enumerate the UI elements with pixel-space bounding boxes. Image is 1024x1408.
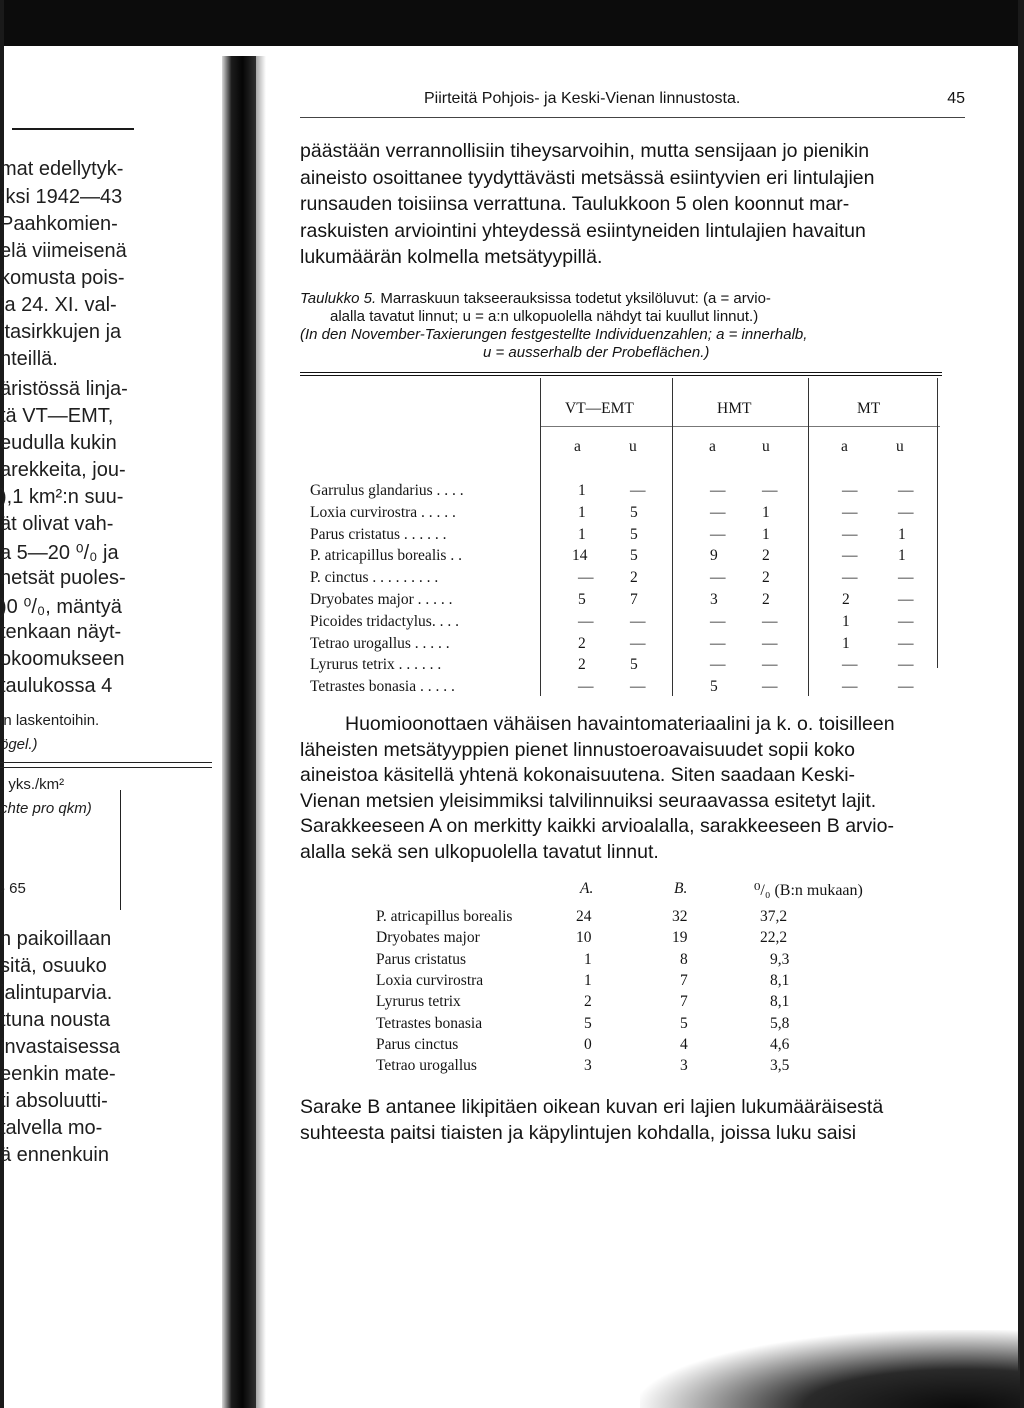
species-name: Garrulus glandarius . . . . [310,482,464,499]
left-page-line: elä viimeisenä [0,240,127,262]
spine-fringe [256,56,266,1408]
count-cell: — [842,547,858,565]
count-cell: — [898,612,914,630]
count-cell: — [762,656,778,674]
count-cell: — [842,525,858,543]
count-cell: — [630,634,646,652]
count-cell: 2 [842,591,850,608]
text-line: raskuisten arviointini yhteydessä esiintyneiden lintulajien havaitun [300,219,866,242]
text-line: lukumäärän kolmella metsätyypillä. [300,246,603,268]
subheader-a: a [709,438,716,455]
count-cell: 1 [842,612,850,630]
species-name: P. cinctus . . . . . . . . . [310,569,439,587]
left-page-line: ttuna nousta [0,1009,111,1031]
count-cell: 1 [762,503,770,521]
count-cell: 1 [898,547,906,565]
subheader-u: u [762,438,770,455]
summary-percent: 22,2 [760,929,788,947]
table-header-divider [540,426,940,427]
count-cell: 2 [762,547,770,565]
summary-percent: 3,5 [770,1057,790,1075]
count-cell: — [630,482,646,499]
count-cell: — [842,503,858,521]
left-page-line: okoomukseen [0,648,125,670]
caption-line-4: u = ausserhalb der Probeflächen.) [483,344,710,361]
summary-value-a: 1 [584,971,592,989]
left-page-line: netsät puoles- [0,567,126,589]
summary-value-a: 5 [584,1014,592,1032]
count-cell: — [630,678,646,696]
summary-value-b: 8 [680,950,688,968]
subheader-a: a [574,438,581,455]
species-name: Picoides tridactylus. . . . [310,612,459,630]
left-page-line: tä VT—EMT, [0,405,114,427]
count-cell: — [762,678,778,696]
left-page-line: mat edellytyk- [0,158,124,180]
table-vline-3 [808,378,809,696]
paragraph-1 [300,138,948,271]
count-cell: 2 [762,591,770,608]
species-name: Tetrao urogallus . . . . . [310,634,450,652]
summary-value-b: 5 [680,1014,688,1032]
left-page-line: tenkaan näyt- [0,621,122,643]
scan-top-border [0,0,1024,46]
left-page-line: ti absoluutti- [0,1090,108,1112]
left-page-line: chte pro qkm) [0,800,92,817]
summary-value-b: 19 [672,929,688,947]
group-header-mt: MT [857,400,881,417]
summary-species: Loxia curvirostra [376,971,484,989]
count-cell: — [630,612,646,630]
caption-line-3: (In den November-Taxierungen festgestellte Individuenzahlen; a = innerhalb, [300,326,808,343]
count-cell: — [710,656,726,674]
left-page-line: ),1 km²:n suu- [0,486,124,508]
count-cell: 1 [578,482,586,499]
left-table-rule-top [0,762,212,763]
count-cell: — [578,569,594,587]
text-line: Sarakkeeseen A on merkitty kaikki arvioalalla, sarakkeeseen B arvio- [300,815,894,837]
summary-value-b: 7 [680,993,688,1011]
subheader-u: u [629,438,637,455]
text-line: aineistoa käsitellä yhtenä kokonaisuutena. Siten saadaan Keski- [300,764,856,786]
left-page-line: :ksi 1942—43 [0,186,123,208]
summary-species: Dryobates major [376,929,480,947]
left-page-line: › 65 [0,880,26,897]
table-vline-2 [672,378,673,696]
summary-col-percent: ⁰/₀ (B:n mukaan) [754,882,863,899]
text-line: läheisten metsätyyppien pienet linnustoeroavaisuudet sopii koko [300,738,856,761]
scan-right-border [1018,0,1024,1408]
table-top-rule-2 [300,375,942,376]
caption-label: Taulukko 5. [300,290,377,307]
count-cell: — [898,634,914,652]
count-cell: 5 [630,525,638,543]
caption-text-1: Marraskuun takseerauksissa todetut yksilöluvut: (a = arvio- [380,290,771,307]
count-cell: — [842,678,858,696]
count-cell: 14 [572,547,588,565]
left-page-line: eenkin mate- [0,1063,116,1085]
summary-value-a: 24 [576,908,592,925]
count-cell: — [578,612,594,630]
count-cell: 1 [898,525,906,543]
page-number: 45 [947,90,965,107]
left-page-line: nteillä. [0,348,58,370]
count-cell: — [762,612,778,630]
summary-percent: 4,6 [770,1035,790,1053]
count-cell: — [762,634,778,652]
species-name: Dryobates major . . . . . [310,591,453,608]
left-page-line: invastaisessa [0,1036,121,1058]
summary-value-b: 3 [680,1057,688,1075]
count-cell: — [898,656,914,674]
scan-left-border [0,0,4,1408]
paragraph-2 [300,712,950,865]
caption-line-1 [300,290,950,308]
count-cell: — [898,503,914,521]
summary-percent: 5,8 [770,1014,790,1032]
summary-species: Parus cristatus [376,950,466,968]
subheader-u: u [896,438,904,455]
text-line: Huomioonottaen vähäisen havaintomateriaalini ja k. o. toisilleen [345,713,895,735]
left-page-line: )0 ⁰/₀, mäntyä [0,596,122,618]
left-page-line: a 5—20 ⁰/₀ ja [0,542,119,564]
species-name: Loxia curvirostra . . . . . [310,503,456,521]
count-cell: — [898,591,914,608]
count-cell: — [898,569,914,587]
left-page-line: eudulla kukin [0,432,117,454]
text-line: alalla sekä sen ulkopuolella tavatut linnut. [300,840,659,863]
left-table-rule-top2 [0,767,212,768]
count-cell: — [710,569,726,587]
summary-value-a: 2 [584,993,592,1011]
left-page-line: arekkeita, jou- [0,459,126,481]
left-page-line: komusta pois- [0,267,125,289]
book-spine-shadow [222,56,256,1408]
count-cell: 5 [630,547,638,565]
count-cell: — [842,569,858,587]
text-line: suhteesta paitsi tiaisten ja käpylintujen kohdalla, joissa luku saisi [300,1122,857,1144]
species-name: Tetrastes bonasia . . . . . [310,678,455,696]
summary-percent: 37,2 [760,908,788,925]
count-cell: — [898,482,914,499]
subheader-a: a [841,438,848,455]
left-page-line: ä ennenkuin [0,1144,109,1166]
table-caption [300,290,950,362]
summary-species: P. atricapillus borealis [376,908,513,925]
paragraph-3 [300,1094,950,1146]
count-cell: — [710,634,726,652]
count-cell: — [842,656,858,674]
left-page-line: ltasirkkujen ja [0,321,122,343]
text-line: päästään verrannollisiin tiheysarvoihin, mutta sensijaan jo pienikin [300,140,870,162]
left-page-rule [12,128,134,130]
count-cell: 3 [710,591,718,608]
left-page-line: taulukossa 4 [0,675,113,697]
table-vline-4 [937,378,938,668]
count-cell: 1 [578,503,586,521]
summary-value-b: 4 [680,1035,688,1053]
left-table-vline [120,790,121,910]
species-name: P. atricapillus borealis . . [310,547,462,565]
count-cell: — [578,678,594,696]
caption-line-2: alalla tavatut linnut; u = a:n ulkopuolella nähdyt tai kuullut linnut.) [330,308,759,325]
header-rule [300,117,965,118]
count-cell: 7 [630,591,638,608]
count-cell: 5 [578,591,586,608]
summary-percent: 8,1 [770,971,790,989]
count-cell: 2 [762,569,770,587]
count-cell: 1 [762,525,770,543]
count-cell: 2 [578,656,586,674]
left-page-line: ja 24. XI. val- [0,294,117,316]
running-title: Piirteitä Pohjois- ja Keski-Vienan linnustosta. [424,90,741,107]
summary-percent: 8,1 [770,993,790,1011]
summary-col-a: A. [580,880,594,897]
count-cell: 5 [710,678,718,696]
text-line: Sarake B antanee likipitäen oikean kuvan eri lajien lukumääräisestä [300,1096,884,1118]
left-page-line: talvella mo- [0,1117,103,1139]
text-line: runsauden toisiinsa verrattuna. Taulukkoon 5 olen koonnut mar- [300,193,850,215]
left-page-line: n paikoillaan [0,928,112,950]
count-cell: — [710,482,726,499]
summary-percent: 9,3 [770,950,790,968]
count-cell: — [762,482,778,499]
page-corner-shadow [640,1330,1020,1408]
count-cell: — [898,678,914,696]
count-cell: 5 [630,656,638,674]
group-header-hmt: HMT [717,400,752,417]
group-header-vt-emt: VT—EMT [565,400,634,417]
count-cell: 1 [842,634,850,652]
count-cell: — [710,612,726,630]
text-line: Vienan metsien yleisimmiksi talvilinnuiksi seuraavassa esitetyt lajit. [300,789,877,812]
count-cell: 2 [630,569,638,587]
table-top-rule [300,372,942,373]
count-cell: — [710,503,726,521]
table-5 [300,370,942,700]
count-cell: 5 [630,503,638,521]
species-name: Lyrurus tetrix . . . . . . [310,656,442,674]
left-page-line: ögel.) [0,736,38,753]
count-cell: — [842,482,858,499]
summary-species: Tetrastes bonasia [376,1014,483,1032]
summary-species: Lyrurus tetrix [376,993,461,1011]
summary-value-a: 0 [584,1035,592,1053]
left-page-line: Paahkomien- [0,213,118,235]
count-cell: 9 [710,547,718,565]
summary-value-b: 32 [672,908,688,925]
species-name: Parus cristatus . . . . . . [310,525,447,543]
left-page-line: . yks./km² [0,776,65,793]
count-cell: 2 [578,634,586,652]
left-page-line: ät olivat vah- [0,513,114,535]
left-page-line: sitä, osuuko [0,955,107,977]
count-cell: 1 [578,525,586,543]
summary-value-a: 3 [584,1057,592,1075]
count-cell: — [710,525,726,543]
summary-species: Parus cinctus [376,1035,459,1053]
summary-value-b: 7 [680,971,688,989]
left-page-line: in laskentoihin. [0,712,100,729]
summary-value-a: 1 [584,950,592,968]
summary-species: Tetrao urogallus [376,1057,477,1075]
left-page-line: äristössä linja- [0,378,128,400]
table-vline-1 [540,378,541,696]
summary-value-a: 10 [576,929,592,947]
left-page-line: ialintuparvia. [0,982,113,1004]
text-line: aineisto osoittanee tyydyttävästi metsässä esiintyvien eri lintulajien [300,166,875,189]
summary-col-b: B. [674,880,688,897]
